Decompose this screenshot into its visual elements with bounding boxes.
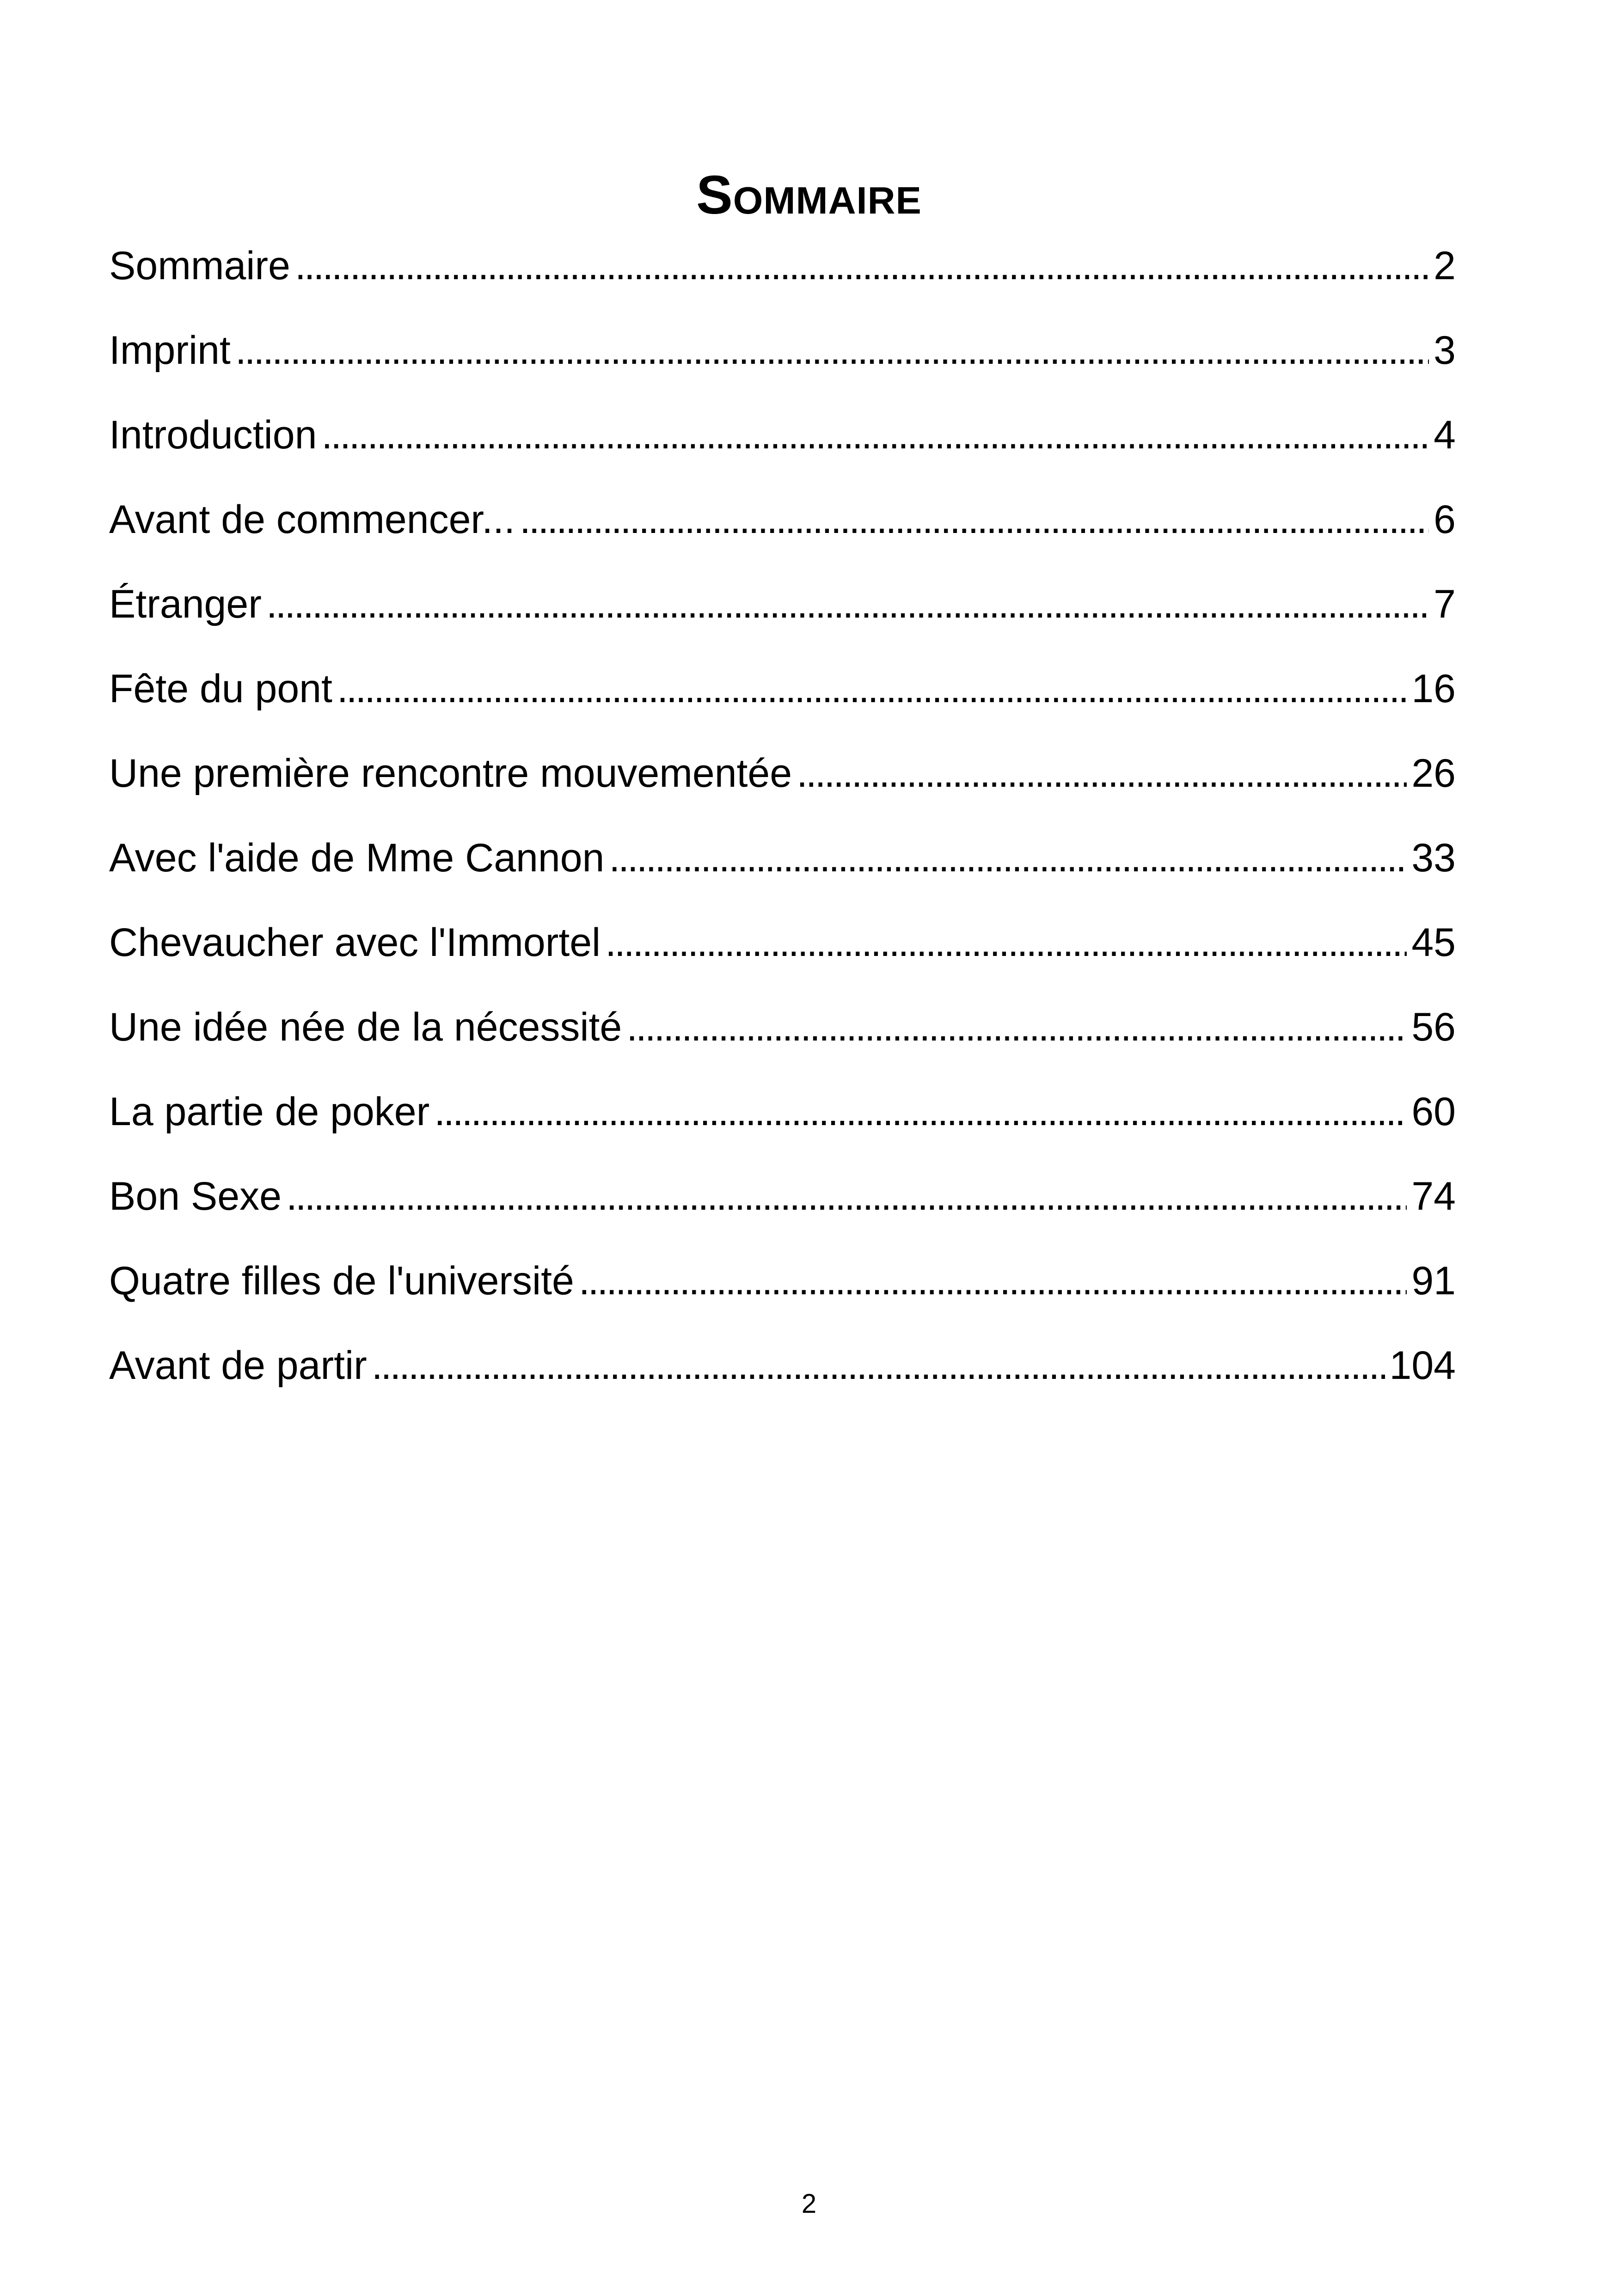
toc-entry-label: Introduction bbox=[109, 413, 317, 457]
toc-entry-label: Une idée née de la nécessité bbox=[109, 1005, 622, 1049]
toc-entry[interactable] bbox=[109, 1077, 1456, 1162]
toc-entry-page: 7 bbox=[1434, 582, 1456, 626]
toc-dot-leader bbox=[609, 823, 1407, 893]
toc-entry-page: 91 bbox=[1411, 1259, 1456, 1303]
toc-entry-page: 104 bbox=[1389, 1343, 1456, 1388]
toc-dot-leader bbox=[520, 485, 1429, 554]
toc-entry-page: 4 bbox=[1434, 413, 1456, 457]
toc-entry[interactable] bbox=[109, 316, 1456, 400]
toc-dot-leader bbox=[797, 739, 1407, 808]
toc-entry-page: 6 bbox=[1434, 497, 1456, 542]
toc-dot-leader bbox=[605, 908, 1407, 977]
toc-entry[interactable] bbox=[109, 1246, 1456, 1331]
toc-entry-label: Avant de commencer... bbox=[109, 497, 515, 542]
toc-dot-leader bbox=[266, 569, 1429, 639]
toc-entry-label: Sommaire bbox=[109, 244, 290, 288]
page-title: Sommaire bbox=[696, 165, 922, 226]
toc-entry-label: La partie de poker bbox=[109, 1090, 430, 1134]
page-number: 2 bbox=[801, 2189, 817, 2219]
toc-entry-page: 56 bbox=[1411, 1005, 1456, 1049]
toc-dot-leader bbox=[286, 1162, 1407, 1231]
toc-entry[interactable] bbox=[109, 1331, 1456, 1415]
toc-entry[interactable] bbox=[109, 739, 1456, 823]
toc-entry[interactable] bbox=[109, 823, 1456, 908]
toc-entry[interactable] bbox=[109, 485, 1456, 569]
toc-entry-page: 60 bbox=[1411, 1090, 1456, 1134]
toc-dot-leader bbox=[579, 1246, 1407, 1316]
toc-entry-page: 74 bbox=[1411, 1174, 1456, 1218]
toc-dot-leader bbox=[337, 654, 1407, 723]
toc-entry-label: Avant de partir bbox=[109, 1343, 367, 1388]
toc-entry-page: 2 bbox=[1434, 244, 1456, 288]
toc-entry-label: Avec l'aide de Mme Cannon bbox=[109, 836, 605, 880]
toc-entry-page: 26 bbox=[1411, 751, 1456, 796]
toc-entry-page: 45 bbox=[1411, 920, 1456, 965]
toc-entry-label: Quatre filles de l'université bbox=[109, 1259, 574, 1303]
toc-entry[interactable] bbox=[109, 908, 1456, 992]
toc-entry-page: 3 bbox=[1434, 328, 1456, 373]
toc-entry-label: Une première rencontre mouvementée bbox=[109, 751, 792, 796]
toc-entry[interactable] bbox=[109, 992, 1456, 1077]
toc-entry-label: Étranger bbox=[109, 582, 262, 626]
table-of-contents bbox=[109, 231, 1456, 1415]
toc-entry-label: Bon Sexe bbox=[109, 1174, 282, 1218]
toc-entry-label: Imprint bbox=[109, 328, 231, 373]
toc-entry-page: 33 bbox=[1411, 836, 1456, 880]
toc-dot-leader bbox=[321, 400, 1429, 470]
toc-entry[interactable] bbox=[109, 231, 1456, 316]
toc-dot-leader bbox=[235, 316, 1429, 385]
toc-entry-page: 16 bbox=[1411, 667, 1456, 711]
toc-entry-label: Fête du pont bbox=[109, 667, 332, 711]
toc-dot-leader bbox=[295, 231, 1429, 300]
toc-entry[interactable] bbox=[109, 569, 1456, 654]
toc-dot-leader bbox=[626, 992, 1407, 1062]
toc-entry[interactable] bbox=[109, 654, 1456, 739]
toc-dot-leader bbox=[372, 1331, 1385, 1400]
toc-entry-label: Chevaucher avec l'Immortel bbox=[109, 920, 601, 965]
toc-dot-leader bbox=[434, 1077, 1407, 1146]
toc-entry[interactable] bbox=[109, 400, 1456, 485]
toc-entry[interactable] bbox=[109, 1162, 1456, 1246]
